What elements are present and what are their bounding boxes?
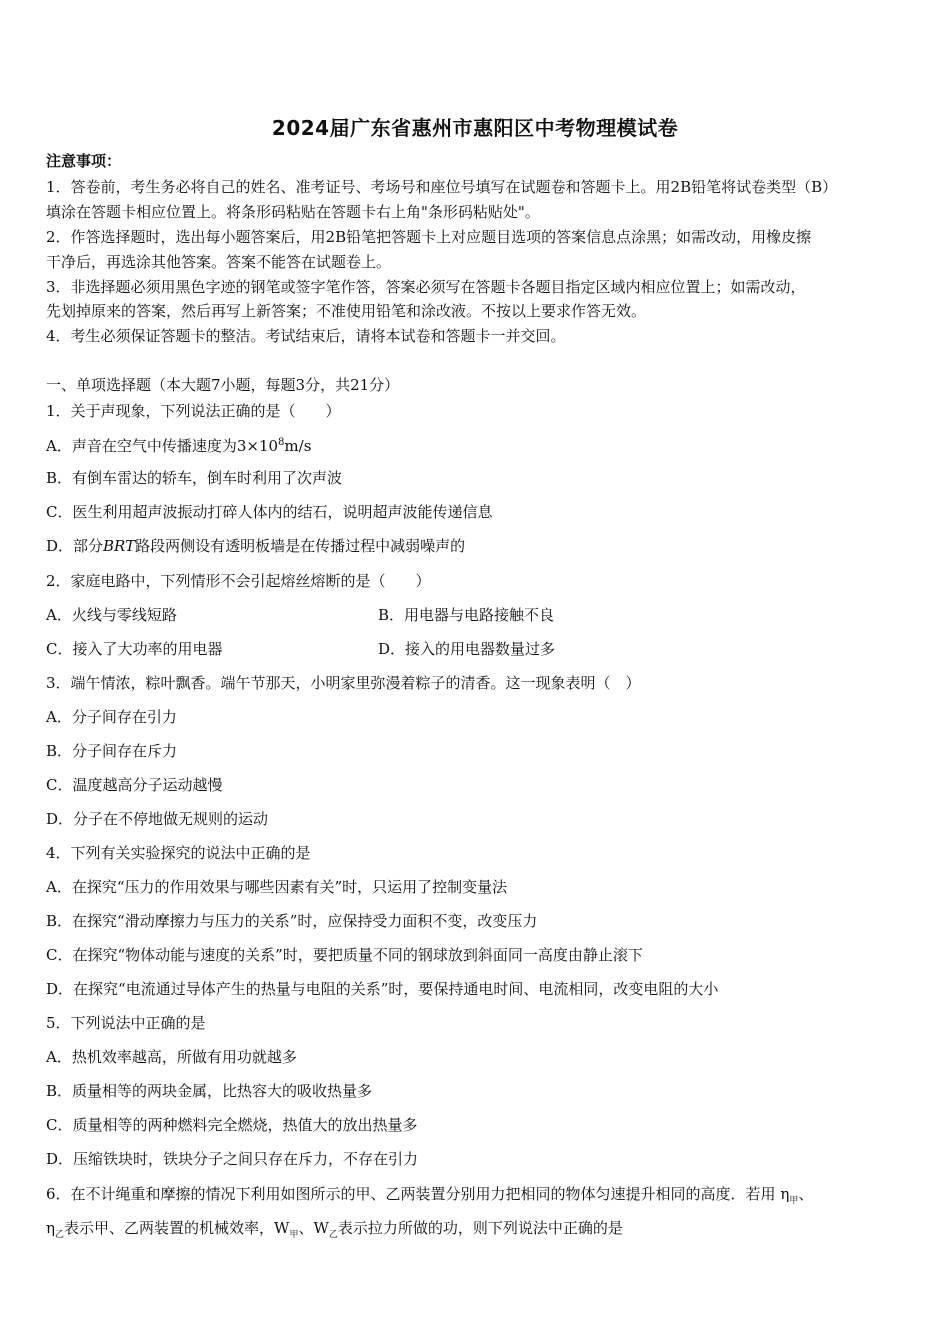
notice-heading: 注意事项： bbox=[46, 152, 122, 170]
question-5-stem: 5．下列说法中正确的是 bbox=[46, 1014, 206, 1032]
question-6-stem-line-1: 6．在不计绳重和摩擦的情况下利用如图所示的甲、乙两装置分别用力把相同的物体匀速提升相同的高度．若用 $\eta_甲$、 bbox=[46, 1185, 814, 1206]
question-4-option-c: C．在探究“物体动能与速度的关系”时，要把质量不同的钢球放到斜面同一高度由静止滚下 bbox=[46, 946, 643, 964]
question-1-stem: 1．关于声现象，下列说法正确的是（ ） bbox=[46, 402, 341, 420]
question-2-option-a: A．火线与零线短路 bbox=[46, 606, 177, 624]
question-5-option-a: A．热机效率越高，所做有用功就越多 bbox=[46, 1048, 297, 1066]
question-4-option-d: D．在探究“电流通过导体产生的热量与电阻的关系”时，要保持通电时间、电流相同，改变电阻的大小 bbox=[46, 980, 719, 998]
question-2-option-c: C．接入了大功率的用电器 bbox=[46, 640, 223, 658]
question-5-option-b: B．质量相等的两块金属，比热容大的吸收热量多 bbox=[46, 1082, 373, 1100]
question-4-stem: 4．下列有关实验探究的说法中正确的是 bbox=[46, 844, 311, 862]
question-3-option-d: D．分子在不停地做无规则的运动 bbox=[46, 810, 269, 828]
notice-line: 1．答卷前，考生务必将自己的姓名、准考证号、考场号和座位号填写在试题卷和答题卡上。用2B铅笔将试卷类型（B） bbox=[46, 178, 838, 196]
notice-line: 先划掉原来的答案，然后再写上新答案；不准使用铅笔和涂改液。不按以上要求作答无效。 bbox=[46, 302, 647, 320]
question-3-option-a: A．分子间存在引力 bbox=[46, 708, 177, 726]
question-2-option-b: B．用电器与电路接触不良 bbox=[378, 606, 555, 624]
section-heading: 一、单项选择题（本大题7小题，每题3分，共21分） bbox=[46, 376, 400, 394]
notice-line: 3．非选择题必须用黑色字迹的钢笔或签字笔作答，答案必须写在答题卡各题目指定区域内相应位置上；如需改动， bbox=[46, 278, 806, 296]
question-5-option-d: D．压缩铁块时，铁块分子之间只存在斥力，不存在引力 bbox=[46, 1150, 419, 1168]
question-3-option-b: B．分子间存在斥力 bbox=[46, 742, 178, 760]
notice-line: 填涂在答题卡相应位置上。将条形码粘贴在答题卡右上角"条形码粘贴处"。 bbox=[46, 203, 540, 221]
question-1-option-b: B．有倒车雷达的轿车，倒车时利用了次声波 bbox=[46, 469, 343, 487]
notice-line: 2．作答选择题时，选出每小题答案后，用2B铅笔把答题卡上对应题目选项的答案信息点涂黑；如需改动，用橡皮擦 bbox=[46, 228, 812, 246]
question-4-option-a: A．在探究“压力的作用效果与哪些因素有关”时，只运用了控制变量法 bbox=[46, 878, 508, 896]
page-title: 2024届广东省惠州市惠阳区中考物理模试卷 bbox=[271, 116, 679, 140]
question-2-stem: 2．家庭电路中，下列情形不会引起熔丝熔断的是（ ） bbox=[46, 572, 431, 590]
question-6-stem-line-2: $\eta_乙$表示甲、乙两装置的机械效率，$W_甲$、$W_乙$表示拉力所做的功，则下列说法中正确的是 bbox=[46, 1219, 623, 1240]
question-2-option-d: D．接入的用电器数量过多 bbox=[378, 640, 556, 658]
question-5-option-c: C．质量相等的两种燃料完全燃烧，热值大的放出热量多 bbox=[46, 1116, 418, 1134]
question-4-option-b: B．在探究“滑动摩擦力与压力的关系”时，应保持受力面积不变，改变压力 bbox=[46, 912, 538, 930]
question-1-option-d: D．部分BRT路段两侧设有透明板墙是在传播过程中减弱噪声的 bbox=[46, 537, 466, 555]
question-1-option-a: A．声音在空气中传播速度为$3\times 10^8m/s$ bbox=[46, 437, 312, 455]
notice-line: 干净后，再选涂其他答案。答案不能答在试题卷上。 bbox=[46, 253, 392, 271]
question-1-option-c: C．医生利用超声波振动打碎人体内的结石，说明超声波能传递信息 bbox=[46, 503, 493, 521]
notice-line: 4．考生必须保证答题卡的整洁。考试结束后，请将本试卷和答题卡一并交回。 bbox=[46, 327, 566, 345]
question-3-stem: 3．端午情浓，粽叶飘香。端午节那天，小明家里弥漫着粽子的清香。这一现象表明（ ） bbox=[46, 674, 641, 692]
question-3-option-c: C．温度越高分子运动越慢 bbox=[46, 776, 223, 794]
